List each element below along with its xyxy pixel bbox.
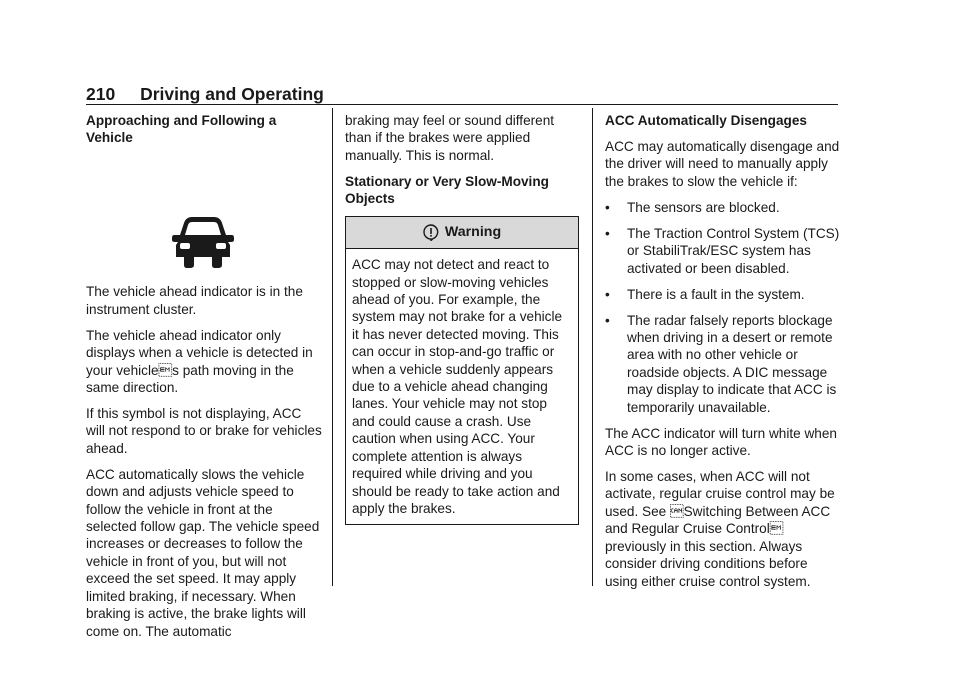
column-divider-left xyxy=(332,108,333,586)
col3-paragraph: The ACC indicator will turn white when ACC is no longer active. xyxy=(605,425,837,459)
approaching-heading: Approaching and Following a Vehicle xyxy=(86,113,277,146)
list-item-text: There is a fault in the system. xyxy=(627,286,805,302)
col1-paragraph: The vehicle ahead indicator only displays when a vehicle is detected in your vehicles path moving in the same direction. xyxy=(86,327,313,396)
list-item-text: The sensors are blocked. xyxy=(627,199,780,215)
bullet: • xyxy=(605,199,610,215)
col1-paragraph: ACC automatically slows the vehicle down and adjusts vehicle speed to follow the vehicle in front at the selected follow gap. The vehicle speed increases or decreases to follow the vehicle in front of you, but will not exceed the set speed. It may apply limited braking, if necessary. When braking is active, the brake lights will come on. The automatic xyxy=(86,466,320,639)
list-item-text: The radar falsely reports blockage when driving in a desert or remote area with no other vehicle or roadside objects. A DIC message may display to indicate that ACC is temporarily unavailable. xyxy=(627,312,837,415)
col1-paragraph: The vehicle ahead indicator is in the instrument cluster. xyxy=(86,284,303,317)
column-divider-right xyxy=(592,108,593,586)
col3-paragraph: In some cases, when ACC will not activate, regular cruise control may be used. See Switching Between ACC and Regular Cruise Control previously in this section. Always consider driving conditions before using either cruise control system. xyxy=(605,469,835,589)
section-title: Driving and Operating xyxy=(140,84,324,104)
warning-box xyxy=(345,216,579,525)
column-1 xyxy=(86,112,322,649)
col2-continued-text: braking may feel or sound different than if the brakes were applied manually. This is normal. xyxy=(345,113,555,163)
condition-list xyxy=(605,199,841,416)
warning-title: Warning xyxy=(444,224,502,241)
column-2 xyxy=(345,112,581,525)
list-item xyxy=(605,199,841,216)
list-item xyxy=(605,225,841,277)
page-number: 210 xyxy=(86,84,116,104)
list-item xyxy=(605,286,841,303)
warning-text: ACC may not detect and react to stopped or slow-moving vehicles ahead of you. For example, the system may not brake for a vehicle it has never detected moving. This can occur in stop-and-go traffic or when a vehicle suddenly appears due to a vehicle ahead changing lanes. Your vehicle may not stop and could cause a crash. Use caution when using ACC. Your complete attention is always required while driving and you should be ready to take action and apply the brakes. xyxy=(352,257,563,516)
column-3 xyxy=(605,112,841,599)
col1-paragraph: If this symbol is not displaying, ACC will not respond to or brake for vehicles ahead. xyxy=(86,406,322,456)
bullet: • xyxy=(605,286,610,302)
stationary-objects-heading: Stationary or Very Slow-Moving Objects xyxy=(345,173,549,207)
page-header xyxy=(86,84,838,105)
list-item xyxy=(605,312,841,416)
icon-area xyxy=(86,155,322,283)
warning-header xyxy=(346,217,578,249)
list-item-text: The Traction Control System (TCS) or StabiliTrak/ESC system has activated or been disabled. xyxy=(627,225,840,276)
disengages-heading: ACC Automatically Disengages xyxy=(605,113,807,128)
col3-intro: ACC may automatically disengage and the driver will need to manually apply the brakes to slow the vehicle if: xyxy=(605,139,840,189)
bullet: • xyxy=(605,312,610,328)
warning-icon xyxy=(423,224,439,241)
bullet: • xyxy=(605,225,610,241)
header-rule xyxy=(86,104,838,105)
vehicle-ahead-icon xyxy=(172,217,234,269)
